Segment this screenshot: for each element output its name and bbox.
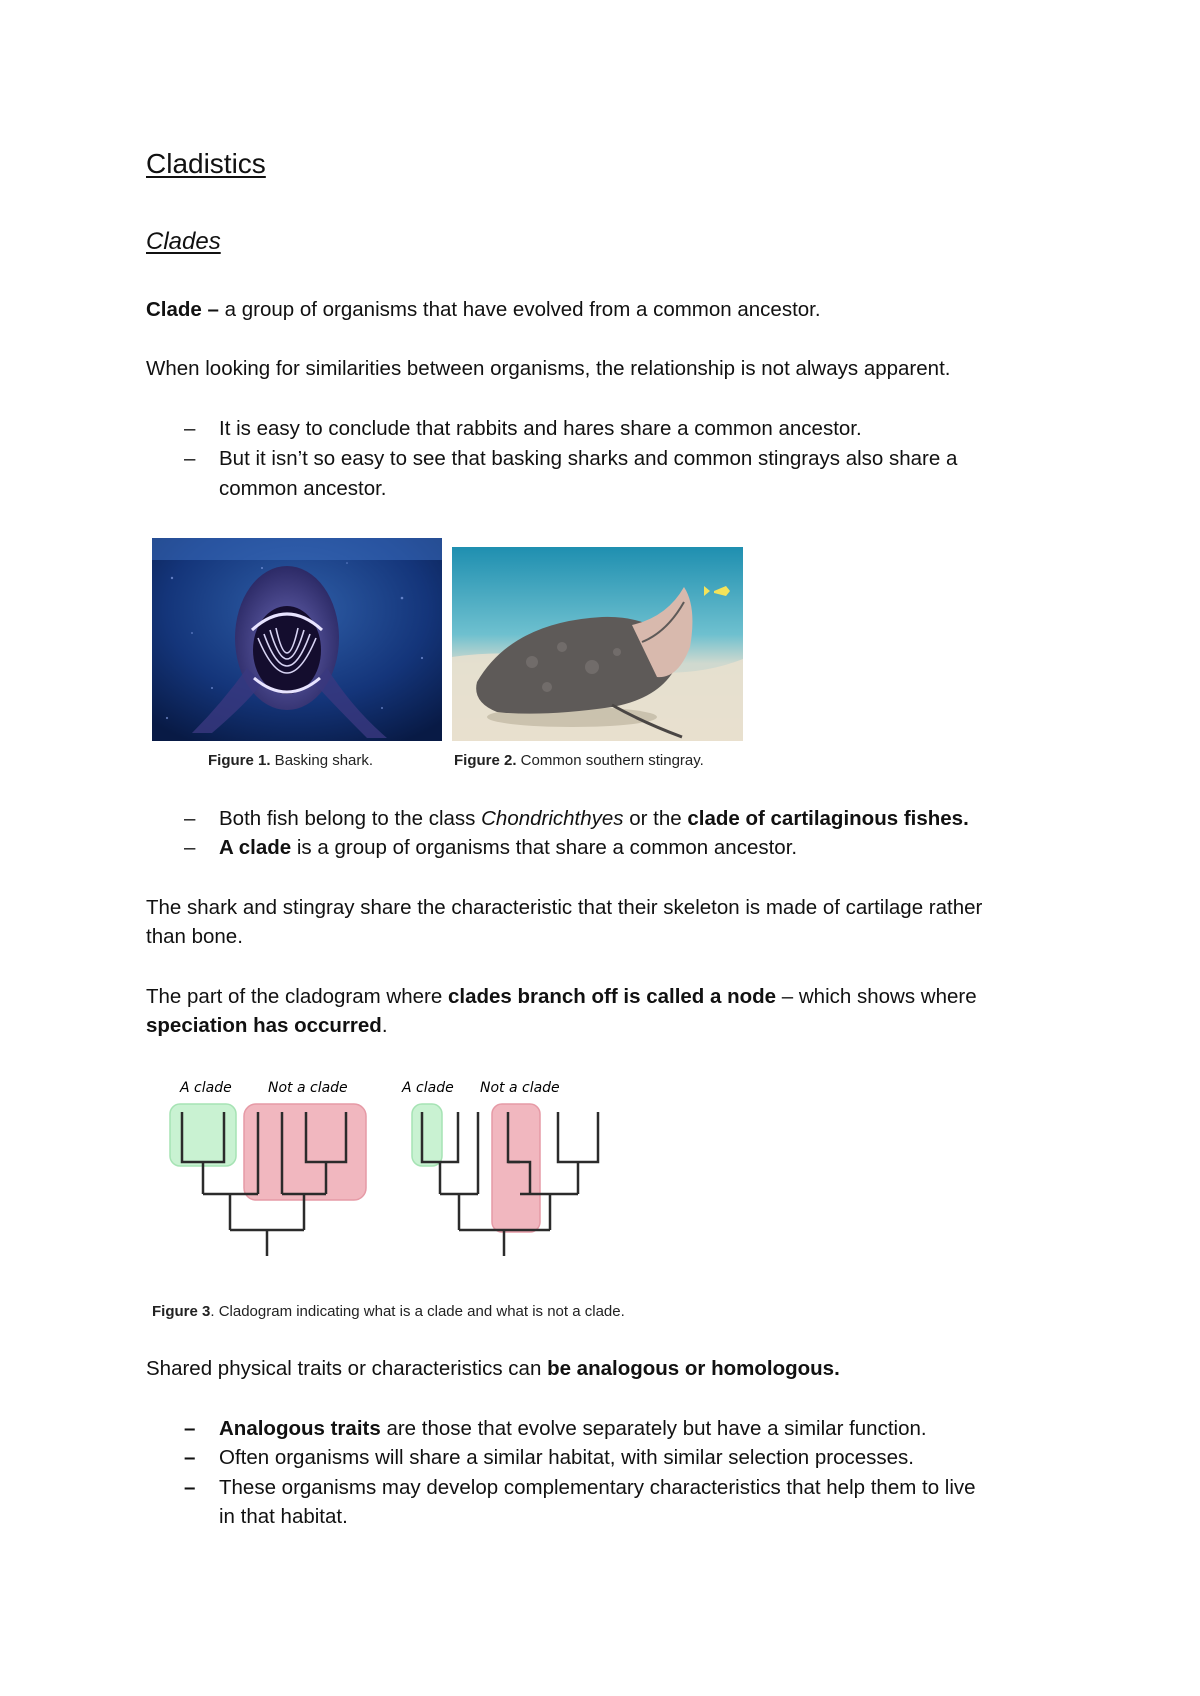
figure-3-caption <box>152 1303 625 1320</box>
label-a-clade: A clade <box>180 1080 232 1096</box>
label-a-clade: A clade <box>402 1080 454 1096</box>
definition-text: a group of organisms that have evolved from a common ancestor. <box>218 298 821 321</box>
list-dash: – <box>184 1446 196 1469</box>
figure-2-caption <box>454 752 704 769</box>
paragraph-3-line-1: The part of the cladogram where clades branch off is called a node – which shows where <box>146 985 977 1008</box>
paragraph-4: Shared physical traits or characteristics can be analogous or homologous. <box>146 1357 840 1380</box>
paragraph-2-line-1: The shark and stingray share the characteristic that their skeleton is made of cartilage rather <box>146 896 983 919</box>
figure-2-text: Common southern stingray. <box>516 752 704 769</box>
list-item: These organisms may develop complementary characteristics that help them to live <box>219 1476 976 1499</box>
figure-1-label: Figure 1. <box>208 752 271 769</box>
list-item-continuation: in that habitat. <box>219 1505 348 1528</box>
section-heading: Clades <box>146 228 221 255</box>
clade-definition <box>146 295 821 325</box>
label-not-a-clade: Not a clade <box>480 1080 560 1096</box>
paragraph-2-line-2: than bone. <box>146 925 243 948</box>
paragraph-1: When looking for similarities between organisms, the relationship is not always apparent. <box>146 357 951 380</box>
definition-term: Clade – <box>146 298 219 321</box>
list-dash: – <box>184 807 196 830</box>
page-title: Cladistics <box>146 148 266 179</box>
not-clade-highlight <box>492 1104 540 1232</box>
paragraph-3-line-2: speciation has occurred. <box>146 1014 388 1037</box>
basking-shark-photo <box>152 538 442 741</box>
list-item: It is easy to conclude that rabbits and hares share a common ancestor. <box>219 417 862 440</box>
clade-highlight <box>170 1104 236 1166</box>
list-dash: – <box>184 836 196 859</box>
list-item: Often organisms will share a similar habitat, with similar selection processes. <box>219 1446 914 1469</box>
list-item-continuation: common ancestor. <box>219 477 387 500</box>
cladogram-diagram <box>150 1070 620 1285</box>
list-dash: – <box>184 1417 196 1440</box>
label-not-a-clade: Not a clade <box>268 1080 348 1096</box>
figure-3-label: Figure 3 <box>152 1303 211 1320</box>
list-item: Analogous traits are those that evolve separately but have a similar function. <box>219 1417 927 1440</box>
list-item: But it isn’t so easy to see that basking sharks and common stingrays also share a <box>219 447 958 470</box>
figure-3-text: . Cladogram indicating what is a clade and what is not a clade. <box>210 1303 625 1320</box>
list-dash: – <box>184 1476 196 1499</box>
figure-1-text: Basking shark. <box>270 752 374 769</box>
stingray-photo <box>452 547 743 741</box>
figure-1-caption <box>208 752 373 769</box>
list-item: A clade is a group of organisms that share a common ancestor. <box>219 836 798 859</box>
list-dash: – <box>184 417 196 440</box>
figure-2-label: Figure 2. <box>454 752 517 769</box>
list-dash: – <box>184 447 196 470</box>
list-item: Both fish belong to the class Chondrichthyes or the clade of cartilaginous fishes. <box>219 807 969 830</box>
clade-highlight <box>412 1104 442 1166</box>
